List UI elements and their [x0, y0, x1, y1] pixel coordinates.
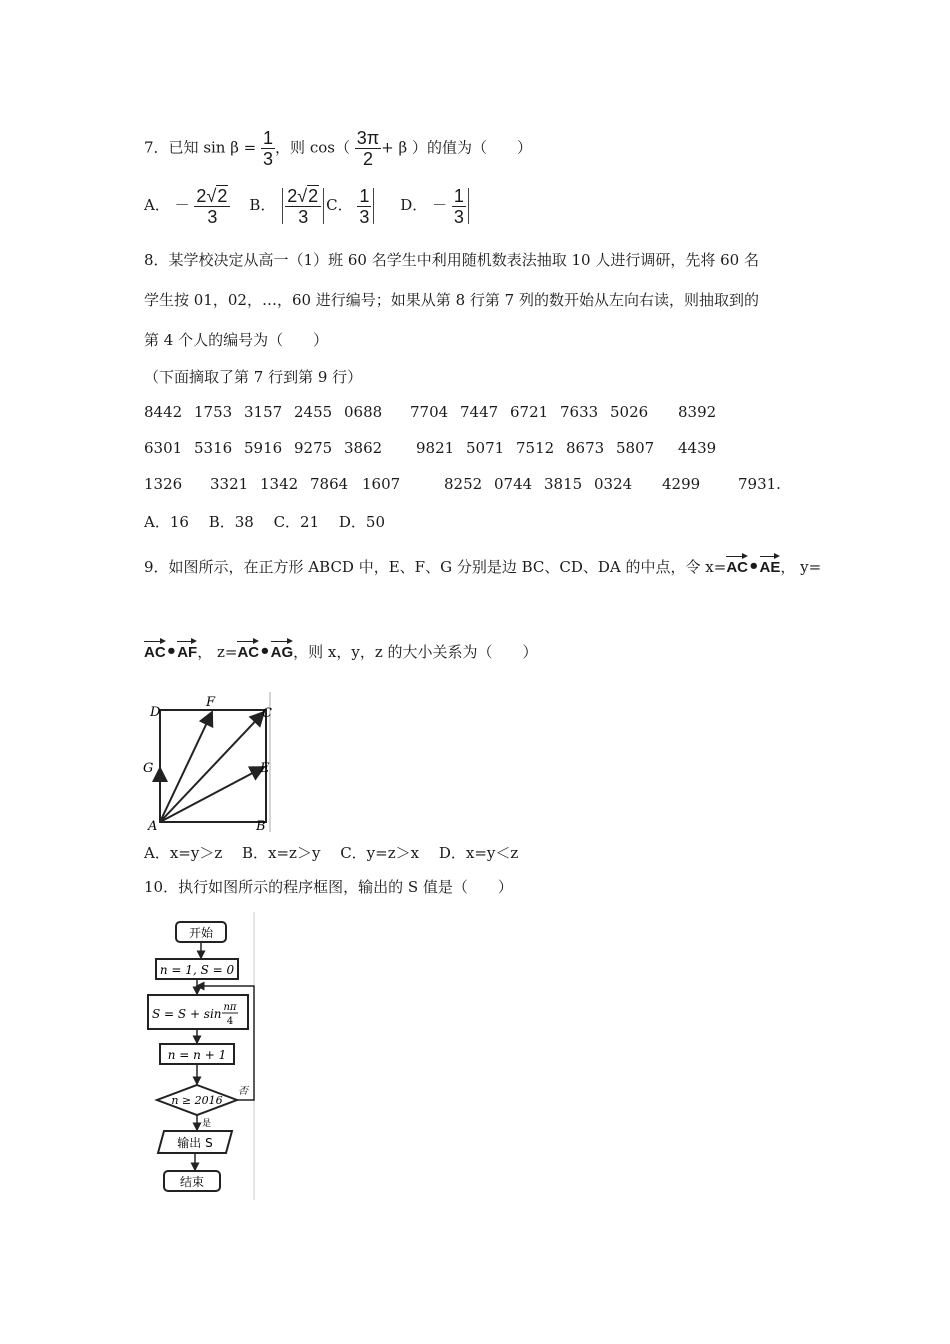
- q8-note: （下面摘取了第 7 行到第 9 行）: [144, 368, 363, 386]
- q8-line1: 8．某学校决定从高一（1）班 60 名学生中利用随机数表法抽取 10 人进行调研，先将 60 名: [144, 251, 759, 269]
- vector-ac-arrow: [160, 712, 264, 822]
- svg-text:S = S + sin: S = S + sin: [152, 1007, 222, 1021]
- vec-ac-2: AC: [144, 640, 166, 661]
- vec-ac-3: AC: [237, 640, 259, 661]
- q8-line2: 学生按 01，02，…，60 进行编号；如果从第 8 行第 7 列的数开始从左向右读，则抽取到的: [144, 291, 759, 309]
- label-b: B: [256, 819, 266, 832]
- q7-frac1: $\frac{1}{3}$: [263, 128, 274, 169]
- svg-text:nπ: nπ: [223, 1002, 237, 1013]
- q9-options: A．x=y＞z B．x=z＞y C．y=z＞x D．x=y＜z: [144, 844, 519, 862]
- vector-ae-arrow: [160, 767, 264, 822]
- svg-text:是: 是: [202, 1119, 212, 1129]
- svg-text:n = 1, S = 0: n = 1, S = 0: [159, 963, 235, 977]
- q8-options: A．16 B．38 C．21 D．50: [144, 513, 386, 531]
- label-c: C: [262, 706, 272, 721]
- vector-af-arrow: [160, 712, 212, 822]
- vec-af: AF: [177, 640, 197, 661]
- svg-text:结束: 结束: [179, 1175, 205, 1189]
- q8-line3: 第 4 个人的编号为（ ）: [144, 331, 329, 349]
- q10-line1: 10．执行如图所示的程序框图，输出的 S 值是（ ）: [144, 878, 513, 896]
- q7-frac2: $\frac{3\pi}{2}$: [356, 128, 380, 169]
- q9-line1: 9．如图所示，在正方形 ABCD 中，E、F、G 分别是边 BC、CD、DA 的中点，令 x=AC•AE， y=: [144, 556, 822, 577]
- label-e: E: [260, 761, 270, 776]
- q10-flowchart: [142, 912, 260, 1200]
- q9-square-figure: [140, 692, 280, 832]
- svg-text:否: 否: [238, 1086, 248, 1097]
- label-g: G: [143, 761, 154, 776]
- svg-text:输出 S: 输出 S: [177, 1136, 213, 1150]
- svg-text:开始: 开始: [188, 926, 214, 940]
- svg-text:n = n + 1: n = n + 1: [167, 1048, 227, 1062]
- label-f: F: [206, 695, 216, 710]
- vec-ac: AC: [726, 555, 748, 576]
- svg-text:n ≥ 2016: n ≥ 2016: [171, 1094, 223, 1107]
- q9-line2: AC•AF， z=AC•AG，则 x，y，z 的大小关系为（ ）: [144, 641, 538, 662]
- q7-options: A． － $\frac{2√2}{3}$ B． $\frac{2√2}{3}$ C． $\frac{1}{3}$ D． － $\frac{1}{3}$: [144, 185, 471, 227]
- label-a: A: [148, 819, 158, 832]
- label-d: D: [150, 705, 161, 720]
- q7-stem: 7．已知 sin β = $\frac{1}{3}$ ，则 cos（ $\frac{3\pi}{2}$ + β ）的值为（ ）: [144, 128, 532, 169]
- svg-text:4: 4: [226, 1016, 234, 1027]
- vec-ae: AE: [760, 555, 781, 576]
- vec-ag: AG: [271, 640, 294, 661]
